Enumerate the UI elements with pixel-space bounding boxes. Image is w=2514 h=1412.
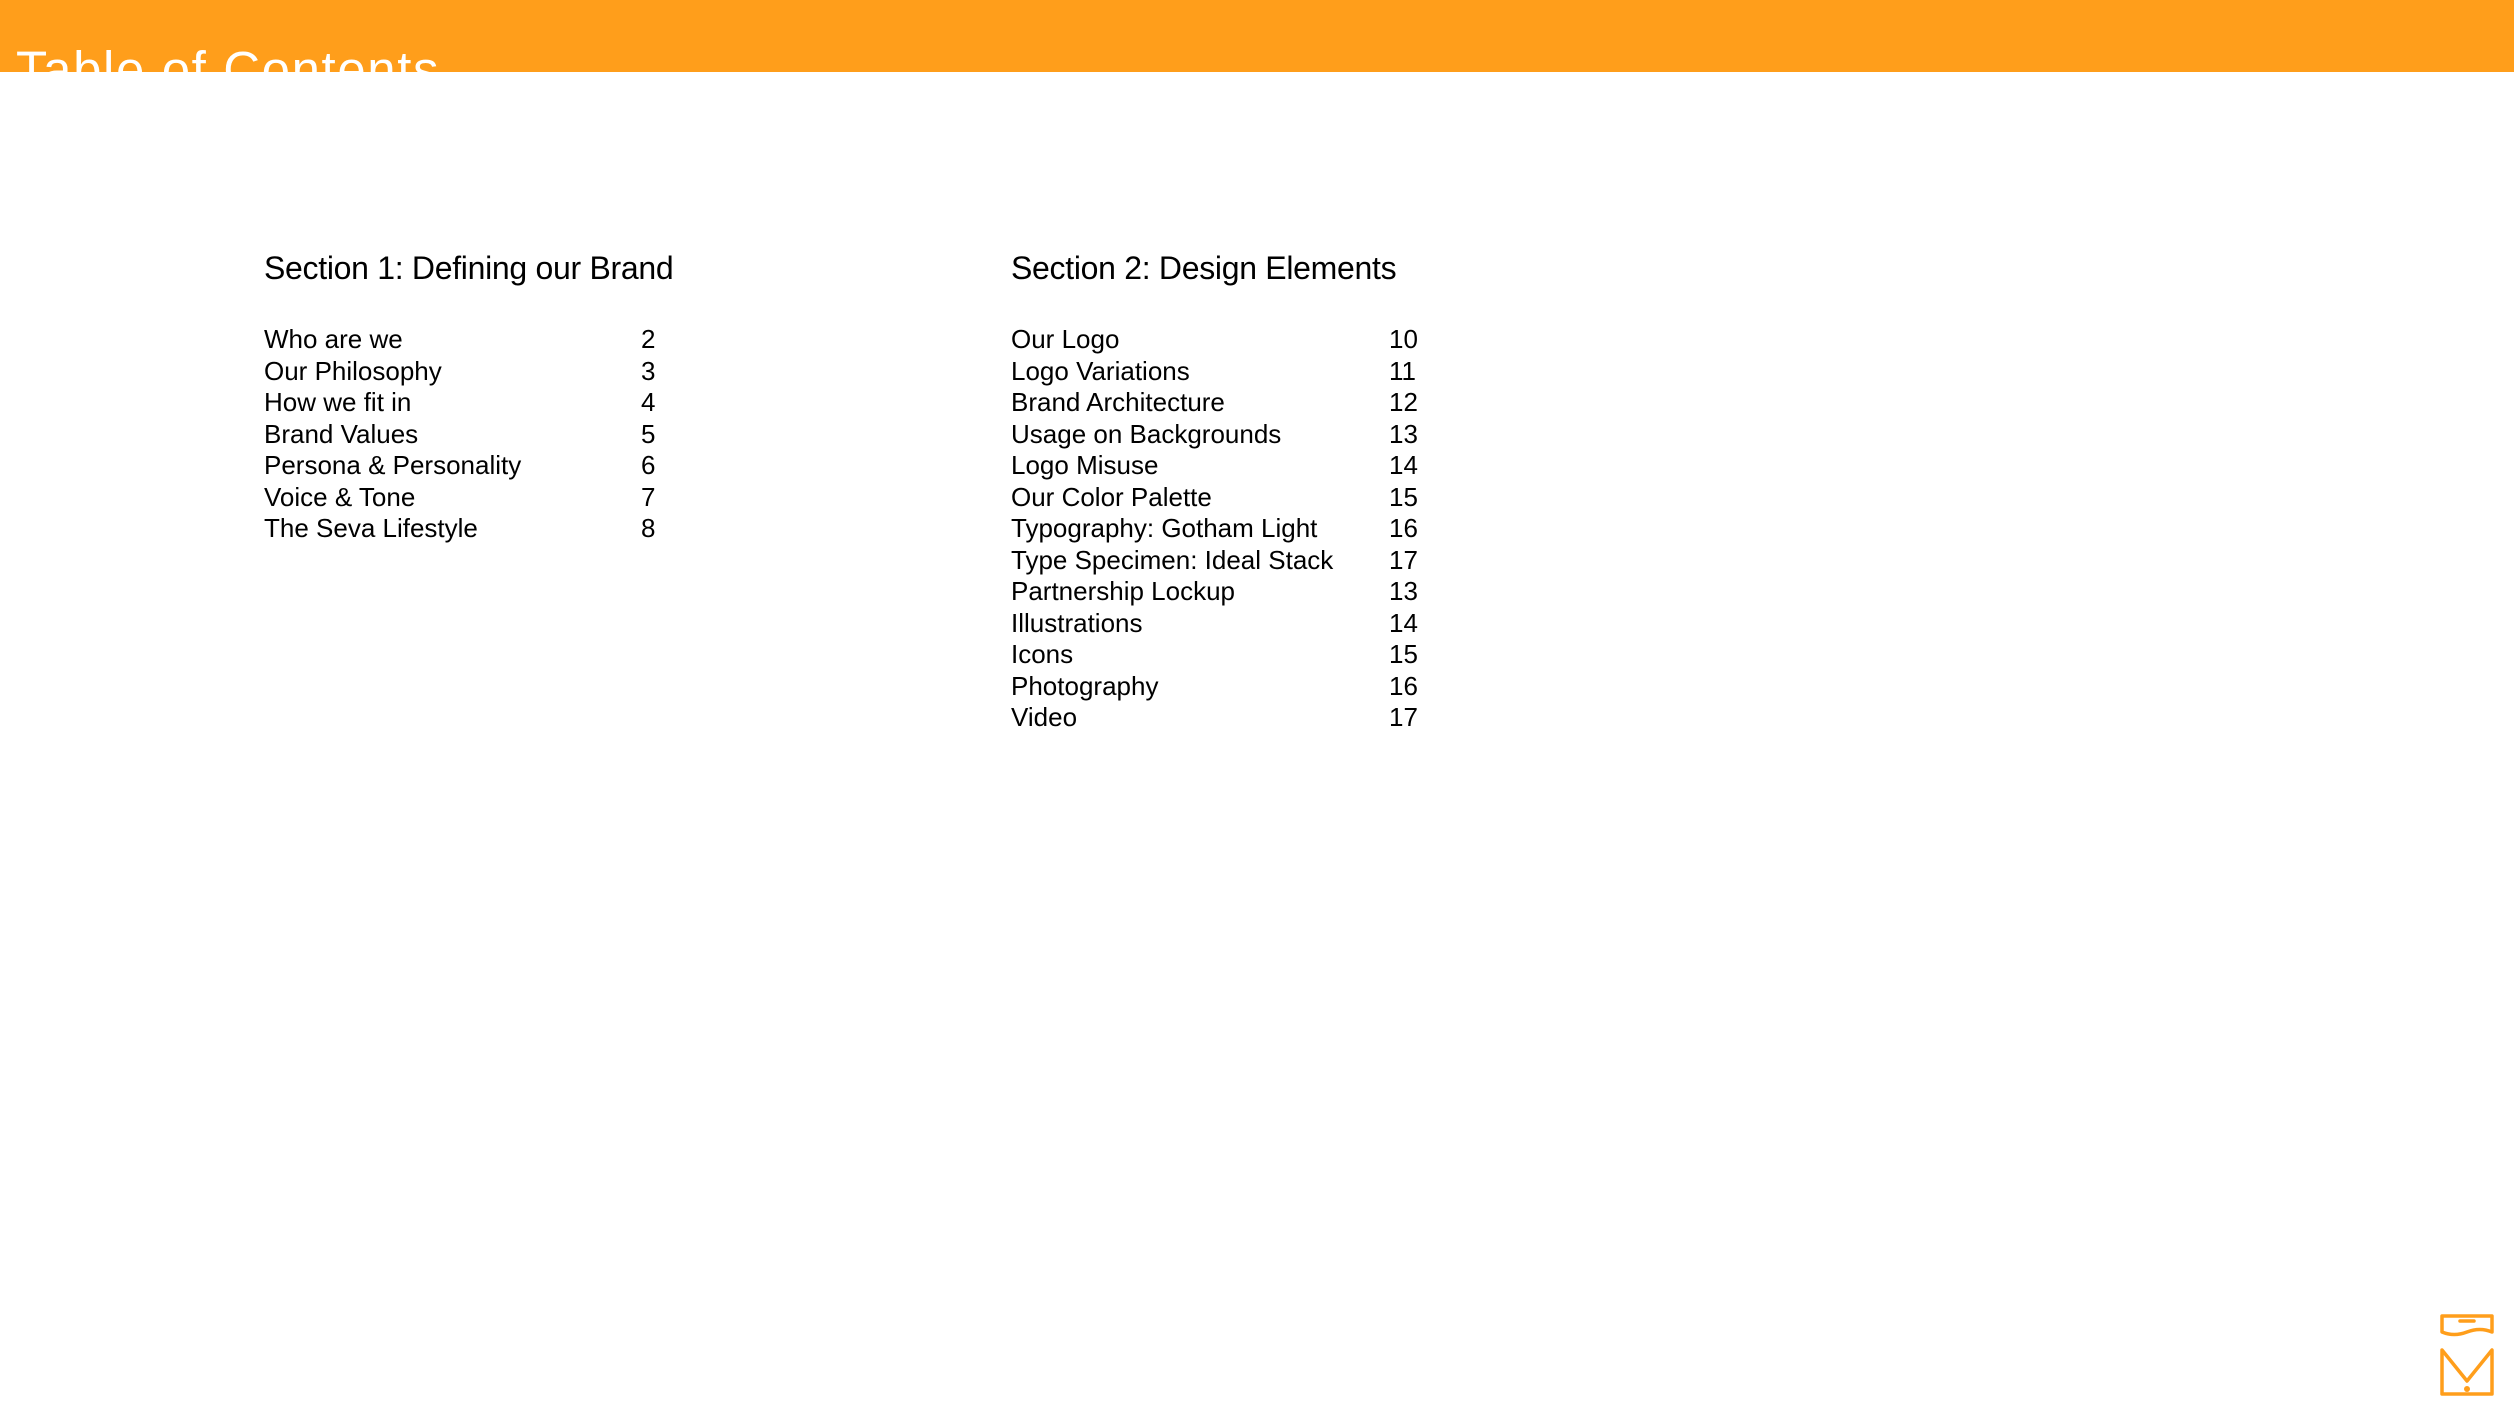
toc-entry-label: Brand Values	[264, 418, 419, 449]
toc-entry[interactable]	[264, 482, 684, 514]
toc-entry-page: 16	[1389, 670, 1418, 701]
toc-entry-label: Photography	[1011, 670, 1159, 701]
toc-entry-page: 15	[1389, 481, 1418, 512]
toc-entry-page: 5	[641, 418, 656, 449]
brand-logo-icon	[2436, 1310, 2498, 1402]
toc-entry-page: 12	[1389, 387, 1418, 417]
toc-entry[interactable]	[1011, 387, 1431, 419]
toc-entry-label: Our Philosophy	[264, 355, 442, 386]
toc-entry-page: 14	[1389, 450, 1418, 480]
toc-entry[interactable]	[264, 356, 684, 388]
toc-entry-page: 16	[1389, 513, 1418, 543]
toc-entry-label: Logo Variations	[1011, 355, 1190, 386]
toc-entry-label: Voice & Tone	[264, 481, 416, 512]
toc-entry-page: 17	[1389, 702, 1418, 732]
section-title: Section 2: Design Elements	[1011, 250, 1397, 286]
toc-entry[interactable]	[1011, 702, 1431, 734]
toc-entry-label: Our Color Palette	[1011, 481, 1212, 512]
toc-entry[interactable]	[1011, 545, 1431, 577]
brand-logo-graphic	[2436, 1310, 2498, 1402]
toc-entry[interactable]	[264, 324, 684, 356]
toc-entry-page: 15	[1389, 639, 1418, 669]
toc-entry[interactable]	[1011, 356, 1431, 388]
header-bar	[0, 0, 2514, 99]
toc-entry-page: 4	[641, 387, 656, 417]
toc-entry-label: Typography: Gotham Light	[1011, 513, 1318, 543]
toc-entry-label: Logo Misuse	[1011, 450, 1159, 480]
toc-list	[1011, 324, 1431, 734]
toc-entry-label: Icons	[1011, 639, 1074, 669]
toc-entry[interactable]	[1011, 671, 1431, 703]
toc-entry[interactable]	[1011, 576, 1431, 608]
toc-list	[264, 324, 684, 545]
toc-entry-page: 13	[1389, 576, 1418, 606]
toc-entry[interactable]	[1011, 608, 1431, 640]
toc-entry[interactable]	[1011, 513, 1431, 545]
toc-entry-page: 17	[1389, 544, 1418, 575]
toc-entry-label: Partnership Lockup	[1011, 576, 1236, 606]
page-title: Table of Contents	[16, 41, 441, 99]
toc-entry[interactable]	[1011, 482, 1431, 514]
toc-entry[interactable]	[1011, 324, 1431, 356]
toc-entry-label: The Seva Lifestyle	[264, 513, 478, 543]
toc-entry[interactable]	[264, 450, 684, 482]
toc-entry-page: 3	[641, 355, 656, 386]
toc-entry-label: Persona & Personality	[264, 450, 522, 480]
toc-entry-label: Our Logo	[1011, 324, 1120, 354]
toc-entry-label: Brand Architecture	[1011, 387, 1225, 417]
toc-entry[interactable]	[264, 419, 684, 451]
toc-entry-page: 13	[1389, 418, 1418, 449]
toc-entry[interactable]	[264, 513, 684, 545]
toc-entry[interactable]	[1011, 639, 1431, 671]
section-design-elements	[1011, 246, 1431, 732]
toc-entry-page: 6	[641, 450, 656, 480]
toc-entry-page: 7	[641, 481, 656, 512]
toc-entry[interactable]	[264, 387, 684, 419]
toc-entry-page: 11	[1389, 355, 1416, 386]
toc-entry[interactable]	[1011, 419, 1431, 451]
toc-entry-label: Who are we	[264, 324, 403, 354]
toc-entry-page: 14	[1389, 607, 1418, 638]
toc-entry-label: Type Specimen: Ideal Stack	[1011, 544, 1334, 575]
toc-entry-label: Usage on Backgrounds	[1011, 418, 1282, 449]
toc-entry-page: 2	[641, 324, 656, 354]
toc-entry-label: Video	[1011, 702, 1078, 732]
toc-entry-label: How we fit in	[264, 387, 412, 417]
section-title: Section 1: Defining our Brand	[264, 250, 674, 286]
toc-entry-page: 8	[641, 513, 656, 543]
section-defining-brand	[264, 246, 684, 543]
toc-entry[interactable]	[1011, 450, 1431, 482]
toc-entry-page: 10	[1389, 324, 1418, 354]
toc-entry-label: Illustrations	[1011, 607, 1143, 638]
